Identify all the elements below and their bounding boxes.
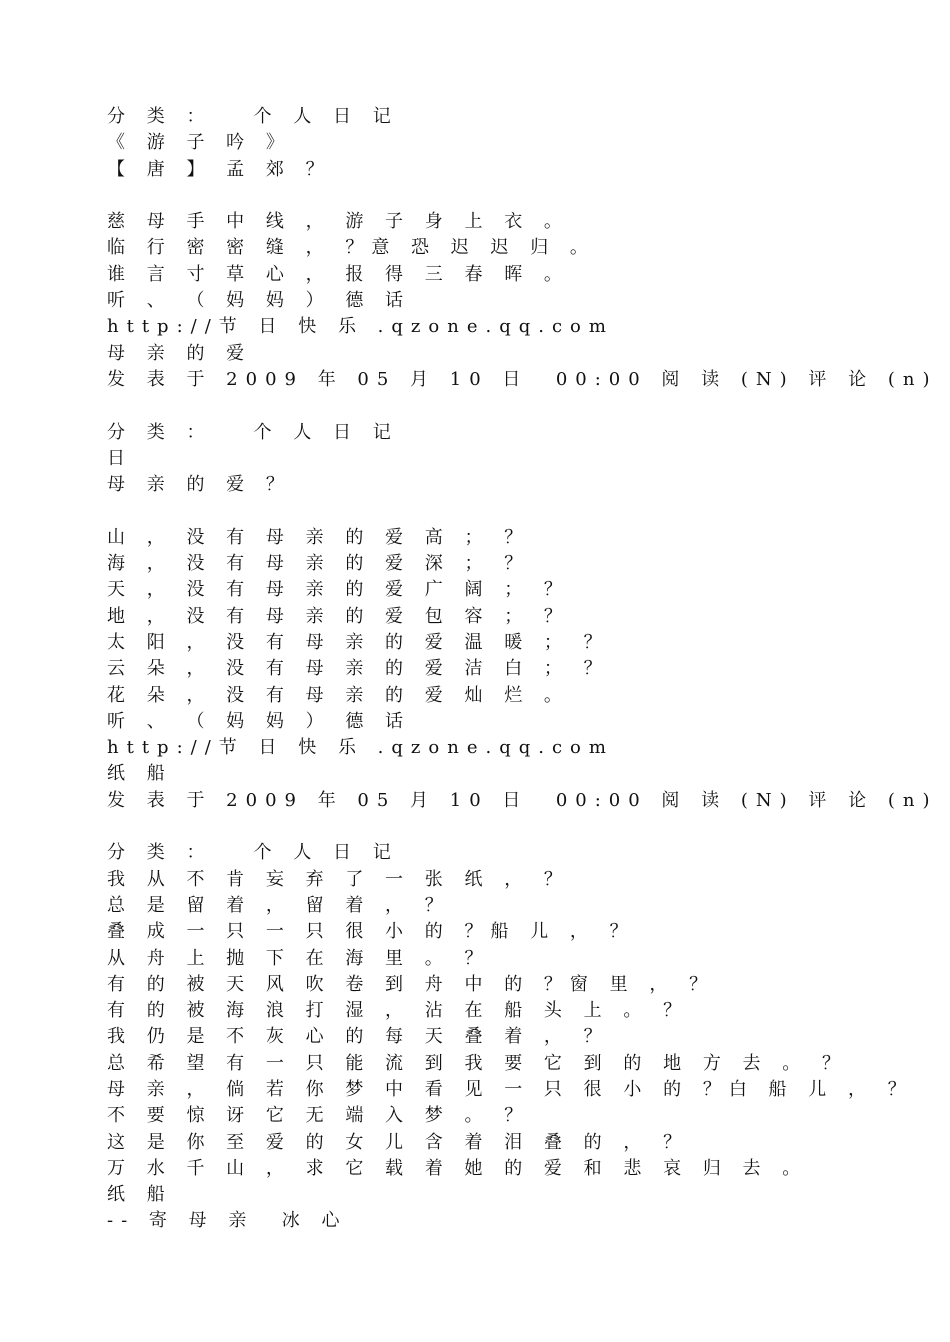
text-line: 总 希 望 有 一 只 能 流 到 我 要 它 到 的 地 方 去 。 ？ — [107, 1052, 848, 1074]
post-title: 纸 船 — [107, 763, 173, 785]
poem-line: 谁 言 寸 草 心 ， 报 得 三 春 晖 。 — [107, 263, 570, 285]
poem-line: 临 行 密 密 缝 ， ？意 恐 迟 迟 归 。 — [107, 237, 596, 259]
text-line: 不 要 惊 讶 它 无 端 入 梦 。 ？ — [107, 1105, 531, 1127]
text-line: 这 是 你 至 爱 的 女 儿 含 着 泪 叠 的 ， ？ — [107, 1131, 690, 1153]
text-line: 我 仍 是 不 灰 心 的 每 天 叠 着 ， ？ — [107, 1026, 610, 1048]
poem-author: 【 唐 】 孟 郊 ？ — [107, 158, 332, 180]
text-line: 总 是 留 着 ， 留 着 ， ？ — [107, 894, 451, 916]
post-meta: 发 表 于 2009 年 05 月 10 日 00:00 阅 读 (N) 评 论 (n) — [107, 368, 938, 390]
poem-title: 纸 船 — [107, 1184, 173, 1206]
text-line: 天 ， 没 有 母 亲 的 爱 广 阔 ； ？ — [107, 579, 570, 601]
poem-line: 慈 母 手 中 线 ， 游 子 身 上 衣 。 — [107, 211, 570, 233]
source-line: 听 、 （ 妈 妈 ） 德 话 — [107, 710, 412, 732]
text-line: 母 亲 ， 倘 若 你 梦 中 看 见 一 只 很 小 的 ？白 船 儿 ， ？ — [107, 1078, 914, 1100]
text-line: 海 ， 没 有 母 亲 的 爱 深 ； ？ — [107, 553, 531, 575]
url-line: http://节 日 快 乐 .qzone.qq.com — [107, 737, 614, 759]
source-line: 听 、 （ 妈 妈 ） 德 话 — [107, 290, 412, 312]
category-line: 分 类 ： 个 人 日 记 — [107, 421, 399, 443]
document-body — [107, 104, 938, 1235]
category-line: 分 类 ： 个 人 日 记 — [107, 106, 399, 127]
blank-line — [107, 183, 907, 209]
text-line: 地 ， 没 有 母 亲 的 爱 包 容 ； ？ — [107, 605, 570, 627]
text-line: 有 的 被 海 浪 打 湿 ， 沾 在 船 头 上 。 ？ — [107, 1000, 690, 1022]
category-line: 分 类 ： 个 人 日 记 — [107, 842, 399, 864]
text-line: 花 朵 ， 没 有 母 亲 的 爱 灿 烂 。 — [107, 684, 570, 706]
text-line: 万 水 千 山 ， 求 它 载 着 她 的 爱 和 悲 哀 归 去 。 — [107, 1157, 809, 1179]
post-title: 母 亲 的 爱 — [107, 342, 253, 364]
url-line: http://节 日 快 乐 .qzone.qq.com — [107, 316, 614, 338]
text-line: 有 的 被 天 风 吹 卷 到 舟 中 的 ？窗 里 ， ？ — [107, 973, 716, 995]
text-line: 山 ， 没 有 母 亲 的 爱 高 ； ？ — [107, 526, 531, 548]
blank-line — [107, 498, 907, 524]
blank-line — [107, 814, 907, 840]
text-line: 我 从 不 肯 妄 弃 了 一 张 纸 ， ？ — [107, 868, 570, 890]
text-line: 云 朵 ， 没 有 母 亲 的 爱 洁 白 ； ？ — [107, 658, 610, 680]
text-line: 从 舟 上 抛 下 在 海 里 。 ？ — [107, 947, 491, 969]
section-title: 母 亲 的 爱 ？ — [107, 474, 292, 496]
poem-author: -- 寄 母 亲 冰 心 — [107, 1210, 348, 1232]
text-line: 太 阳 ， 没 有 母 亲 的 爱 温 暖 ； ？ — [107, 631, 610, 653]
post-meta: 发 表 于 2009 年 05 月 10 日 00:00 阅 读 (N) 评 论 (n) — [107, 789, 938, 811]
poem-title: 《 游 子 吟 》 — [107, 132, 292, 154]
text-line: 叠 成 一 只 一 只 很 小 的 ？船 儿 ， ？ — [107, 921, 636, 943]
blank-line — [107, 393, 907, 419]
text-line: 日 — [107, 447, 133, 469]
